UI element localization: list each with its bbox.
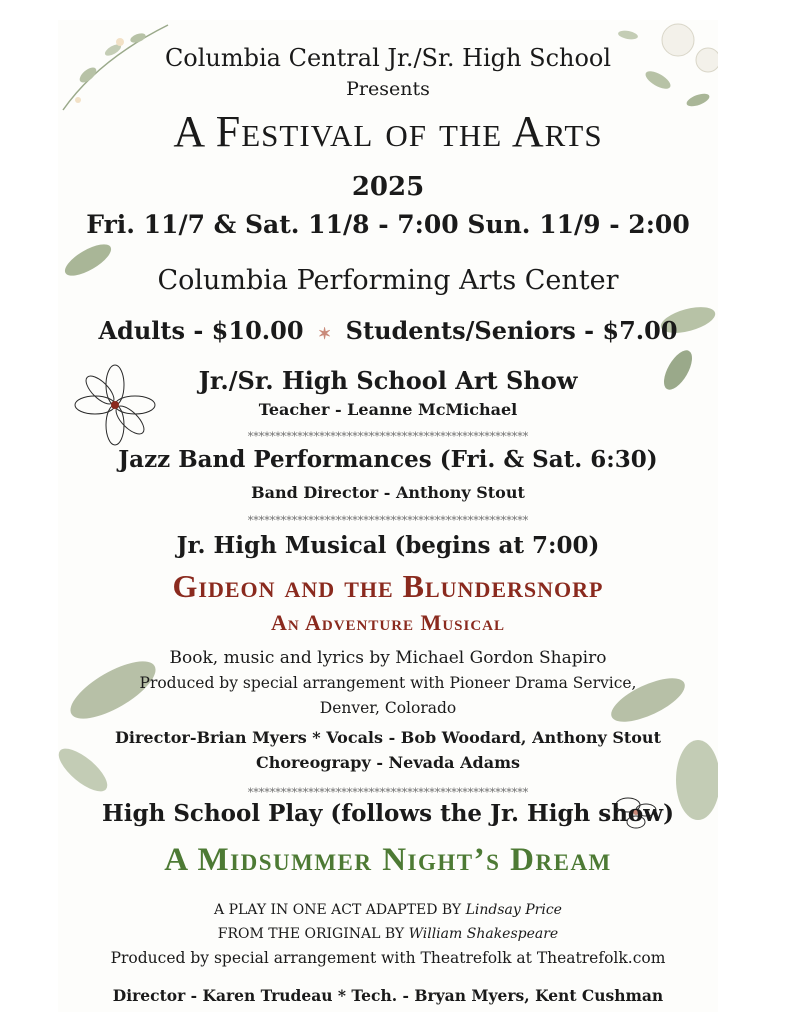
play-arrangement: Produced by special arrangement with Theatrefolk at Theatrefolk.com — [110, 949, 666, 967]
venue: Columbia Performing Arts Center — [157, 265, 619, 296]
performance-dates: Fri. 11/7 & Sat. 11/8 - 7:00 Sun. 11/9 - 2:00 — [86, 210, 690, 239]
musical-heading: Jr. High Musical (begins at 7:00) — [176, 532, 600, 559]
presents-label: Presents — [346, 78, 430, 100]
flyer — [58, 20, 718, 1012]
original-by-label: FROM THE ORIGINAL BY — [217, 926, 409, 942]
student-senior-price: Students/Seniors - $7.00 — [345, 316, 678, 345]
musical-title: Gideon and the Blundersnorp — [172, 568, 604, 604]
star-divider-icon: ✶ — [317, 324, 332, 343]
ticket-prices — [58, 316, 718, 345]
festival-title: A Festival of the Arts — [173, 107, 603, 156]
art-show-title: Jr./Sr. High School Art Show — [198, 366, 578, 395]
musical-subtitle: An Adventure Musical — [270, 610, 506, 635]
play-original — [58, 926, 718, 942]
musical-credits: Book, music and lyrics by Michael Gordon Shapiro — [169, 648, 607, 668]
play-title: A Midsummer Night’s Dream — [164, 842, 612, 878]
musical-arrangement-location: Denver, Colorado — [319, 699, 457, 717]
adapted-by-label: A PLAY IN ONE ACT ADAPTED BY — [214, 902, 466, 918]
separator: *************************************************** — [247, 514, 529, 527]
adapter-name: Lindsay Price — [465, 902, 562, 918]
musical-staff: Director-Brian Myers * Vocals - Bob Woodard, Anthony Stout — [115, 728, 661, 747]
play-staff: Director - Karen Trudeau * Tech. - Bryan Myers, Kent Cushman — [112, 986, 664, 1005]
art-show-teacher: Teacher - Leanne McMichael — [258, 400, 518, 419]
festival-year: 2025 — [351, 172, 425, 202]
original-author: William Shakespeare — [408, 926, 559, 942]
separator: *************************************************** — [247, 786, 529, 799]
school-name: Columbia Central Jr./Sr. High School — [164, 44, 612, 72]
jazz-band-director: Band Director - Anthony Stout — [251, 483, 525, 502]
jazz-band-title: Jazz Band Performances (Fri. & Sat. 6:30) — [118, 446, 658, 473]
musical-arrangement: Produced by special arrangement with Pioneer Drama Service, — [139, 674, 637, 692]
play-adaptation — [58, 902, 718, 918]
play-heading: High School Play (follows the Jr. High show) — [102, 800, 674, 827]
musical-choreography: Choreograpy - Nevada Adams — [255, 753, 521, 772]
adult-price: Adults - $10.00 — [98, 316, 304, 345]
separator: *************************************************** — [247, 430, 529, 443]
